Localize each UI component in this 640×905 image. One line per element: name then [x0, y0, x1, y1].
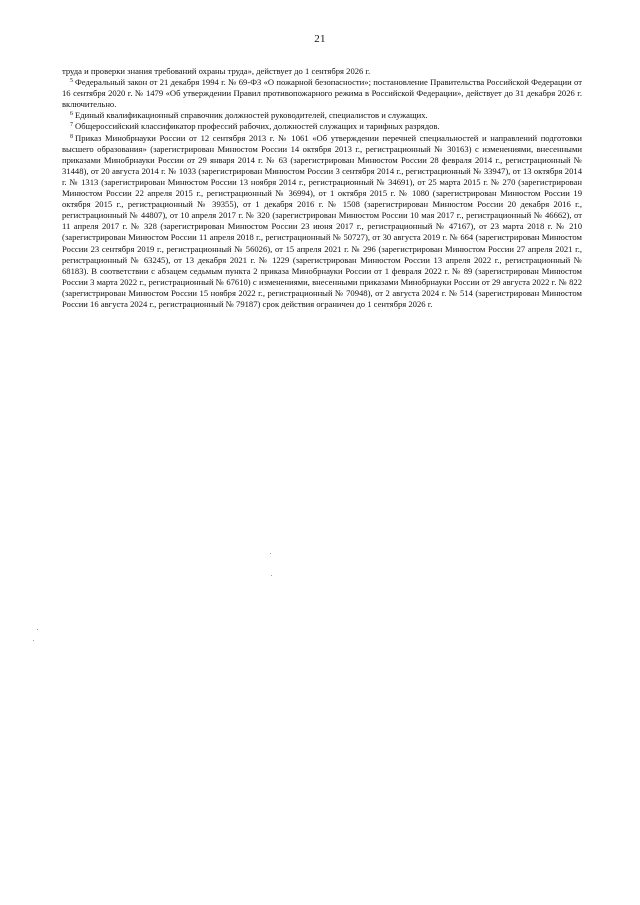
scan-speck	[270, 553, 271, 554]
footnote-text: Единый квалификационный справочник должностей руководителей, специалистов и служащих.	[75, 110, 428, 121]
footnote-marker: 8	[70, 133, 73, 140]
scan-speck	[33, 640, 34, 641]
scan-speck	[271, 575, 272, 576]
footnote-marker: 7	[70, 122, 73, 129]
footnote-5	[62, 77, 582, 110]
page-number: 21	[314, 33, 326, 45]
footnote-text: Приказ Минобрнауки России от 12 сентября 2013 г. № 1061 «Об утверждении перечней специальностей и направлений подготовки высшего образования» (зарегистрирован Минюстом России 14 октября 2013 г., регистрационный № 30163) с изменениями, внесенными приказами Минобрнауки России от 29 января 2014 г. № 63 (зарегистрирован Минюстом России 28 февраля 2014 г., регистрационный № 31448), от 20 августа 2014 г. № 1033 (зарегистрирован Минюстом России 3 сентября 2014 г., регистрационный № 33947), от 13 октября 2014 г. № 1313 (зарегистрирован Минюстом России 13 ноября 2014 г., регистрационный № 34691), от 25 марта 2015 г. № 270 (зарегистрирован Минюстом России 22 апреля 2015 г., регистрационный № 36994), от 1 октября 2015 г. № 1080 (зарегистрирован Минюстом России 19 октября 2015 г., регистрационный № 39355), от 1 декабря 2016 г. № 1508 (зарегистрирован Минюстом России 20 декабря 2016 г., регистрационный № 44807), от 10 апреля 2017 г. № 320 (зарегистрирован Минюстом России 10 мая 2017 г., регистрационный № 46662), от 11 апреля 2017 г. № 328 (зарегистрирован Минюстом России 23 июня 2017 г., регистрационный № 47167), от 23 марта 2018 г. № 210 (зарегистрирован Минюстом России 11 апреля 2018 г., регистрационный № 50727), от 30 августа 2019 г. № 664 (зарегистрирован Минюстом России 23 сентября 2019 г., регистрационный № 56026), от 15 апреля 2021 г. № 296 (зарегистрирован Минюстом России 27 апреля 2021 г., регистрационный № 63245), от 13 декабря 2021 г. № 1229 (зарегистрирован Минюстом России 13 апреля 2022 г., регистрационный № 68183). В соответствии с абзацем седьмым пункта 2 приказа Минобрнауки России от 1 февраля 2022 г. № 89 (зарегистрирован Минюстом России 3 марта 2022 г., регистрационный № 67610) с изменениями, внесенными приказами Минобрнауки России от 29 августа 2022 г. № 822 (зарегистрирован Минюстом России 15 ноября 2022 г., регистрационный № 70948), от 2 августа 2024 г. № 514 (зарегистрирован Минюстом России 16 августа 2024 г., регистрационный № 79187) срок действия ограничен до 1 сентября 2026 г.	[62, 132, 582, 309]
footnotes-block	[62, 66, 582, 310]
footnote-marker: 6	[70, 111, 73, 118]
scan-speck	[37, 629, 38, 630]
footnote-8	[62, 133, 582, 311]
footnote-text: Федеральный закон от 21 декабря 1994 г. № 69-ФЗ «О пожарной безопасности»; постановление Правительства Российской Федерации от 16 сентября 2020 г. № 1479 «Об утверждении Правил противопожарного режима в Российской Федерации», действует до 31 декабря 2026 г. включительно.	[62, 77, 582, 110]
footnote-6	[62, 110, 582, 121]
footnote-text: труда и проверки знания требований охраны труда», действует до 1 сентября 2026 г.	[62, 66, 371, 76]
footnote-text: Общероссийский классификатор профессий рабочих, должностей служащих и тарифных разрядов.	[75, 121, 440, 132]
footnote-continuation	[62, 66, 582, 77]
footnote-7	[62, 121, 582, 132]
footnote-marker: 5	[70, 78, 73, 85]
